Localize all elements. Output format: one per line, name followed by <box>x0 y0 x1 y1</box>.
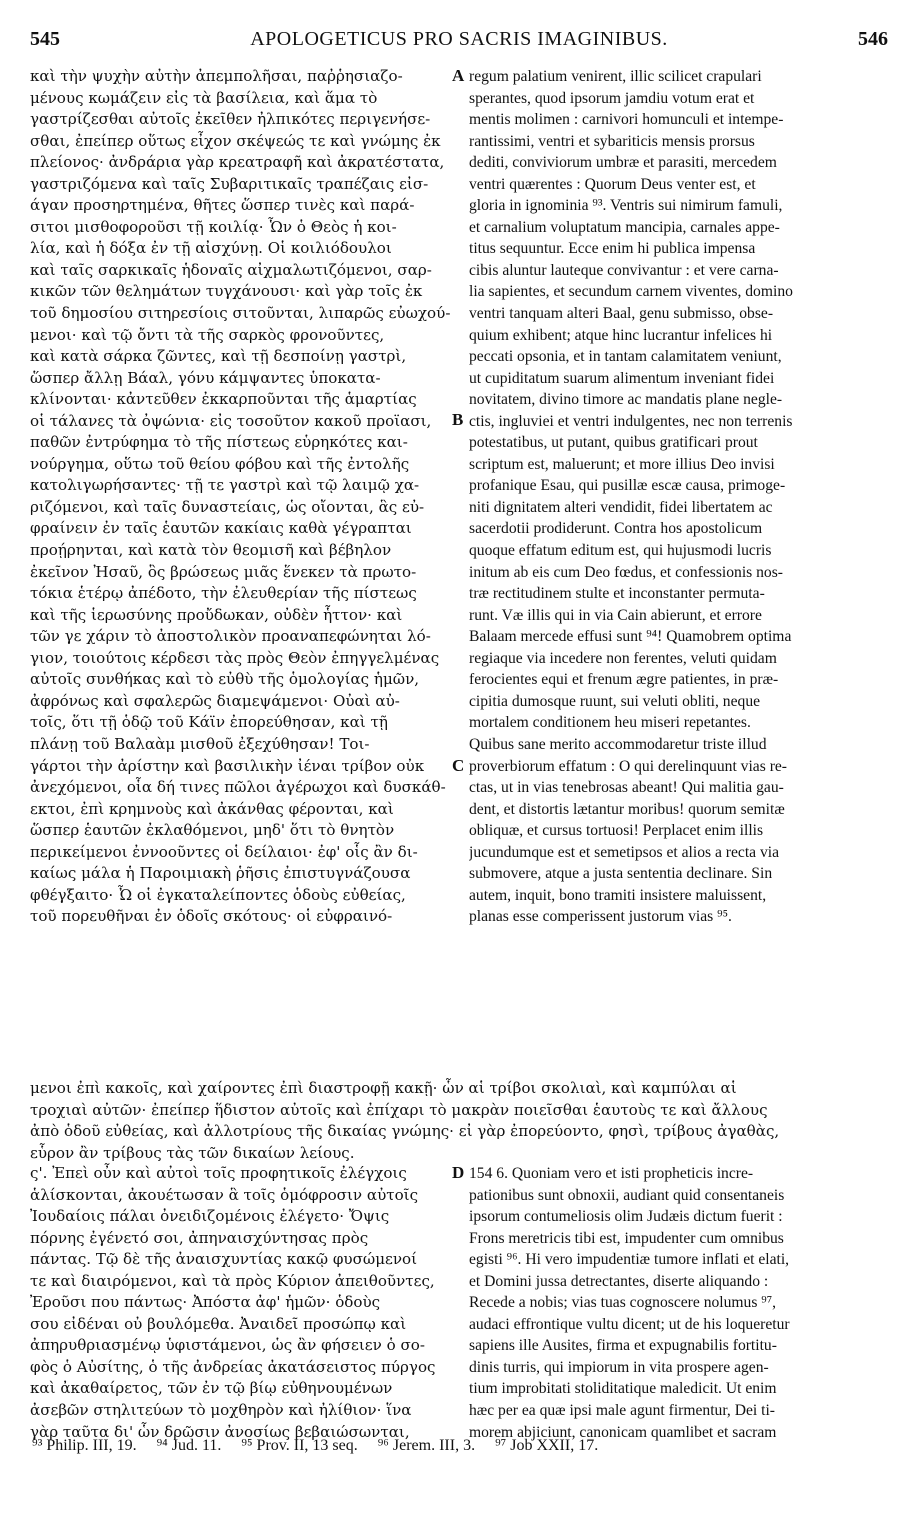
greek-text-line: πόρνης ἐγένετό σοι, ἀπηναισχύντησας πρὸς <box>30 1228 369 1247</box>
greek-text-line: τε καὶ διαιρόμενοι, καὶ τὰ πρὸς Κύριον ἀπειθοῦντες, <box>30 1271 435 1290</box>
latin-text-line: mentis molimen : carnivori homunculi et intempe- <box>469 111 784 129</box>
greek-text-line: ἀνεχόμενοι, οἷα δή τινες πῶλοι ἀγέρωχοι καὶ δυσκάθ- <box>30 778 446 797</box>
latin-text-line: ctis, ingluviei et ventri indulgentes, nec non terrenis <box>469 412 793 430</box>
latin-text-line: niti dignitatem alteri vendidit, fidei libertatem ac <box>469 498 773 516</box>
greek-column-top <box>30 66 454 928</box>
latin-text-line: scriptum est, maluerunt; et more illius Deo invisi <box>469 455 775 473</box>
greek-text-line: λία, καὶ ἡ δόξα ἐν τῇ αἰσχύνῃ. Οἱ κοιλιόδουλοι <box>30 239 392 258</box>
greek-text-line: εὗρον ἂν τρίβους τὰς τῶν δικαίων λείους. <box>30 1143 355 1162</box>
footnote: ⁹⁵ Prov. II, 13 seq. <box>241 1437 358 1454</box>
greek-text-line: κατολιγωρήσαντες· τῇ τε γαστρὶ καὶ τῷ λαιμῷ χα- <box>30 476 420 495</box>
latin-text-line: dinis turris, qui impiorum in vita prospere agen- <box>469 1358 769 1376</box>
latin-text-line: Recede a nobis; vias tuas cognoscere nolumus ⁹⁷, <box>469 1294 777 1312</box>
latin-text-line: egisti ⁹⁶. Hi vero impudentiæ tumore inflati et elati, <box>469 1251 790 1269</box>
latin-text-line: Frons meretricis tibi est, impudenter cum omnibus <box>469 1229 784 1247</box>
margin-marker-d: D <box>452 1163 465 1182</box>
latin-text-line: submovere, atque a justa sententia declinare. Sin <box>469 865 773 883</box>
greek-text-line: ὥσπερ ἄλλῃ Βάαλ, γόνυ κάμψαντες ὑποκατα- <box>30 368 381 387</box>
latin-text-line: Balaam mercede effusi sunt ⁹⁴! Quamobrem optima <box>469 628 792 646</box>
latin-text-line: pationibus sunt obnoxii, audiant quid consentaneis <box>469 1186 785 1204</box>
latin-text-line: 154 6. Quoniam vero et isti propheticis incre- <box>469 1165 754 1182</box>
latin-text-line: ipsorum contumeliosis olim Judæis dictum fuerit : <box>469 1208 783 1226</box>
latin-text-line: titus sequuntur. Ecce enim hi publica impensa <box>469 240 756 258</box>
greek-text-line: ς'. Ἐπεὶ οὖν καὶ αὐτοὶ τοῖς προφητικοῖς ἐλέγχοις <box>30 1164 407 1182</box>
latin-text-line: lia sapientes, et secundum carnem viventes, domino <box>469 283 793 301</box>
latin-text-line: obliquæ, et cursus tortuosi! Perplacet enim illis <box>469 822 764 840</box>
footnotes <box>32 1437 882 1455</box>
greek-text-line: φθέγξαιτο· Ὦ οἱ ἐγκαταλείποντες ὁδοὺς εὐθείας, <box>30 885 406 904</box>
greek-text-line: τῶν γε χάριν τὸ ἀποστολικὸν προαναπεφώνηται λό- <box>30 627 431 646</box>
greek-text-line: ἐκεῖνον Ἠσαῦ, ὃς βρώσεως μιᾶς ἕνεκεν τὰ πρωτο- <box>30 562 417 581</box>
latin-text-line: dent, et distortis lætantur moribus! quorum semitæ <box>469 800 785 818</box>
latin-text-line: Quibus sane merito accommodaretur triste illud <box>469 735 767 753</box>
latin-text-line: et Domini jussa detrectantes, diserte aliquando : <box>469 1272 769 1290</box>
greek-text-line: άγαν προσηρτημένα, θῆτες ὥσπερ τινὲς καὶ παρά- <box>30 196 415 215</box>
greek-text-line: πάντας. Τῷ δὲ τῆς ἀναισχυντίας κακῷ φυσώμενοί <box>30 1250 418 1269</box>
running-title: APOLOGETICUS PRO SACRIS IMAGINIBUS. <box>250 28 668 50</box>
greek-text-line: πλείονος· ἀνδράρια γὰρ κρεατραφῆ καὶ ἀκρατέστατα, <box>30 153 445 172</box>
latin-text-line: hæc per ea quæ ipsi male agunt firmentur, Dei ti- <box>469 1402 775 1420</box>
page-number-right: 546 <box>858 28 888 50</box>
latin-text-line: cibis aluntur lauteque convivantur : et vere carna- <box>469 261 779 279</box>
latin-text-line: quoque effatum editum est, qui hujusmodi lucris <box>469 542 772 560</box>
latin-text-line: profanique Esau, qui pusillæ escæ causa, primoge- <box>469 477 786 495</box>
greek-text-line: περικείμενοι ἐννοοῦντες οἱ δείλαιοι· ἐφ' οἷς ἂν δι- <box>30 842 418 861</box>
greek-text-line: γαστριζόμενα καὶ ταῖς Συβαριτικαῖς τραπέζαις εἰσ- <box>30 174 429 193</box>
greek-text-line: νούργημα, οὕτω τοῦ θείου φόβου καὶ τῆς ἐντολῆς <box>30 454 410 473</box>
greek-text-line: μενοι· καὶ τῷ ὄντι τὰ τῆς σαρκὸς φρονοῦντες, <box>30 325 385 344</box>
greek-text-line: γαστρίζεσθαι αὐτοῖς ἐκεῖθεν ἠλπικότες περιγενήσε- <box>30 110 431 129</box>
latin-text-line: sapiens ille Ausites, firma et expugnabilis fortitu- <box>469 1337 777 1355</box>
greek-text-line: γὰρ ταῦτα δι' ὧν δρῶσιν ἀνοσίως βεβαιώσωνται, <box>30 1422 410 1441</box>
greek-text-line: ἀσεβῶν στηλιτεύων τὸ μοχθηρὸν καὶ ἠλίθιον· ἵνα <box>30 1401 412 1420</box>
latin-text-line: ut cupiditatum suarum alimentum inveniant fidei <box>469 369 775 387</box>
page-number-left: 545 <box>30 28 60 50</box>
greek-text-line: ὥσπερ ἑαυτῶν ἐκλαθόμενοι, μηδ' ὅτι τὸ θνητὸν <box>30 821 395 840</box>
latin-text-line: autem, inquit, bono tramiti insistere maluissent, <box>469 886 767 904</box>
latin-text-line: potestatibus, ut putant, quibus gratificari prout <box>469 434 758 452</box>
latin-text-line: regiaque via incedere non ferentes, veluti quidam <box>469 649 777 667</box>
greek-column-bottom <box>30 1163 454 1443</box>
greek-text-line: οἱ τάλανες τὰ ὀψώνια· εἰς τοσοῦτον κακοῦ προϊασι, <box>30 411 432 430</box>
footnote: ⁹⁴ Jud. 11. <box>156 1437 222 1454</box>
greek-text-line: καὶ ἀκαθαίρετος, τῶν ἐν τῷ βίῳ εὐθηνουμένων <box>30 1379 393 1398</box>
latin-text-line: ventri tanquam alteri Baal, genu submisso, obse- <box>469 305 774 323</box>
latin-text-line: ventri quærentes : Quorum Deus venter est, et <box>469 175 756 193</box>
latin-text-line: tium improbitati stoliditatique maledicit. Ut enim <box>469 1380 777 1398</box>
margin-marker-b: B <box>452 410 464 429</box>
greek-text-line: Ἐροῦσι που πάντως· Ἀπόστα ἀφ' ἡμῶν· ὁδοὺς <box>30 1293 381 1312</box>
greek-text-line: καὶ κατὰ σάρκα ζῶντες, καὶ τῇ δεσποίνῃ γαστρὶ, <box>30 347 407 366</box>
greek-full-width-block <box>30 1078 880 1164</box>
greek-text-line: ἀφρόνως καὶ σφαλερῶς διαμεψάμενοι· Οὐαὶ αὐ- <box>30 691 400 710</box>
greek-text-line: ἀπηρυθριασμένῳ ὑφιστάμενοι, ὡς ἂν φήσειεν ὁ σο- <box>30 1336 425 1355</box>
latin-text-line: regum palatium venirent, illic scilicet crapulari <box>469 68 762 85</box>
greek-text-line: κλίνονται· κἀντεῦθεν ἐκκαρποῦνται τῆς ἁμαρτίας <box>30 390 417 409</box>
latin-column-bottom <box>469 1163 879 1443</box>
latin-text-line: audaci effrontique vultu dicent; ut de his loqueretur <box>469 1315 790 1333</box>
greek-text-line: Ἰουδαίοις πάλαι ὀνειδιζομένοις ἐλέγετο· Ὄψις <box>30 1207 390 1226</box>
greek-text-line: τόκια ἑτέρῳ ἀπέδοτο, τὴν ἐλευθερίαν τῆς πίστεως <box>30 584 417 603</box>
greek-text-line: τοῦ δημοσίου σιτηρεσίοις σιτοῦνται, λιπαρῶς εὐωχού- <box>30 304 451 323</box>
latin-column-top <box>469 66 879 928</box>
greek-text-line: ἀπὸ ὁδοῦ εὐθείας, καὶ ἀλλοτρίους τῆς δικαίας γνώμης· εἰ γὰρ ἐπορεύοντο, φησὶ, τρίβους ἀγαθὰς, <box>30 1122 780 1140</box>
greek-text-line: τοῖς, ὅτι τῇ ὁδῷ τοῦ Κάϊν ἐπορεύθησαν, καὶ τῇ <box>30 713 388 732</box>
latin-text-line: sacerdotii prodiderunt. Contra hos apostolicum <box>469 520 763 538</box>
latin-text-line: planas esse comperissent justorum vias ⁹⁵. <box>469 908 732 926</box>
greek-text-line: μενοι ἐπὶ κακοῖς, καὶ χαίροντες ἐπὶ διαστροφῇ κακῇ· ὧν αἱ τρίβοι σκολιαὶ, καὶ καμπύλαι αἱ <box>30 1079 737 1097</box>
greek-text-line: καίως μάλα ἡ Παροιμιακὴ ῥῆσις ἐπιστυγνάζουσα <box>30 864 411 883</box>
margin-marker-a: A <box>452 66 465 85</box>
margin-marker-c: C <box>452 756 465 775</box>
greek-text-line: κικῶν τῶν θελημάτων τυγχάνουσι· καὶ γὰρ τοῖς ἐκ <box>30 282 423 301</box>
greek-text-line: ριζόμενοι, καὶ ταῖς δυναστείαις, ὡς οἴονται, ἃς εὐ- <box>30 497 425 516</box>
greek-text-line: σθαι, ἐπείπερ οὕτως εἶχον σκέψεώς τε καὶ γνώμης ἐκ <box>30 131 441 150</box>
greek-text-line: μένους κωμάζειν εἰς τὰ βασίλεια, καὶ ἅμα τὸ <box>30 88 378 107</box>
latin-text-line: et carnalium voluptatum mancipia, carnales appe- <box>469 218 780 236</box>
greek-text-line: σου εἰδέναι οὐ βουλόμεθα. Ἀναιδεῖ προσώπῳ καὶ <box>30 1314 407 1333</box>
greek-text-line: τροχιαὶ αὐτῶν· ἐπείπερ ἥδιστον αὐτοῖς καὶ ἐπίχαρι τὸ μακρὰν ποιεῖσθαι ἑαυτοὺς τε καὶ ἄλλους <box>30 1100 768 1119</box>
greek-text-line: ἁλίσκονται, ἀκουέτωσαν ἃ τοῖς ὁμόφροσιν αὐτοῖς <box>30 1185 419 1204</box>
footnote: ⁹³ Philip. III, 19. <box>32 1437 137 1454</box>
greek-text-line: καὶ τῆς ἱερωσύνης προὔδωκαν, οὐδὲν ἧττον· καὶ <box>30 605 403 624</box>
greek-text-line: αὐτοῖς συνθήκας καὶ τὸ εὐθὺ τῆς ὁμολογίας ἡμῶν, <box>30 670 420 689</box>
latin-text-line: initum ab eis cum Deo fœdus, et confessionis nos- <box>469 563 783 581</box>
latin-text-line: sperantes, quod ipsorum jamdiu votum erat et <box>469 89 755 107</box>
latin-text-line: dediti, conviviorum umbræ et parasiti, mercedem <box>469 154 777 172</box>
latin-text-line: cipitia dumosque ruunt, sui veluti obliti, neque <box>469 692 761 710</box>
latin-text-line: ferocientes equi et frenum ægre patientes, in præ- <box>469 671 779 689</box>
greek-text-line: γιον, τοιούτοις κέρδεσι τὰς πρὸς Θεὸν ἐπηγγελμένας <box>30 648 440 667</box>
footnote: ⁹⁷ Job XXII, 17. <box>495 1437 599 1454</box>
latin-text-line: ctas, ut in vias tenebrosas abeant! Qui malitia gau- <box>469 779 784 797</box>
latin-text-line: jucundumque est et semetipsos et alios a recta via <box>469 843 780 861</box>
latin-text-line: proverbiorum effatum : O qui derelinquunt vias re- <box>469 757 787 775</box>
greek-text-line: φραίνειν ἐν ταῖς ἑαυτῶν κακίαις καθὰ γέγραπται <box>30 519 412 538</box>
greek-text-line: προῄρηνται, καὶ κατὰ τὸν θεομισῆ καὶ βέβηλον <box>30 541 392 560</box>
footnote: ⁹⁶ Jerem. III, 3. <box>377 1437 476 1454</box>
latin-text-line: runt. Væ illis qui in via Cain abierunt, et errore <box>469 606 762 624</box>
running-header <box>30 28 888 56</box>
greek-text-line: εκτοι, ἐπὶ κρημνοὺς καὶ ἀκάνθας φέρονται, καὶ <box>30 799 394 818</box>
latin-text-line: novitatem, divino timore ac mandatis plane negle- <box>469 391 783 409</box>
latin-text-line: morem abjiciunt, canonicam quamlibet et sacram <box>469 1423 777 1441</box>
latin-text-line: gloria in ignominia ⁹³. Ventris sui nimirum famuli, <box>469 197 783 215</box>
latin-text-line: rantissimi, ventri et sybariticis mensis prorsus <box>469 132 755 150</box>
greek-text-line: γάρτοι τὴν ἀρίστην καὶ βασιλικὴν ἰέναι τρίβον οὐκ <box>30 756 425 775</box>
greek-text-line: καὶ τὴν ψυχὴν αὐτὴν ἀπεμπολῆσαι, παῤῥησιαζο- <box>30 67 403 85</box>
latin-text-line: quium exhibent; atque hinc lucrantur infelices hi <box>469 326 773 344</box>
greek-text-line: παθῶν ἐντρύφημα τὸ τῆς πίστεως εὑρηκότες και- <box>30 433 408 452</box>
latin-text-line: mortalem conditionem heu miseri repetantes. <box>469 714 751 732</box>
greek-text-line: σιτοι μισθοφοροῦσι τῇ κοιλίᾳ· Ὧν ὁ Θεὸς ἡ κοι- <box>30 217 397 236</box>
latin-text-line: peccati opsonia, et in tantam calamitatem veniunt, <box>469 348 782 366</box>
greek-text-line: καὶ ταῖς σαρκικαῖς ἡδοναῖς αἰχμαλωτιζόμενοι, σαρ- <box>30 260 432 279</box>
latin-text-line: træ rectitudinem stulte et inconstanter permuta- <box>469 585 765 603</box>
greek-text-line: πλάνῃ τοῦ Βαλαὰμ μισθοῦ ἐξεχύθησαν! Τοι- <box>30 734 370 753</box>
greek-text-line: τοῦ πορευθῆναι ἐν ὁδοῖς σκότους· οἱ εὐφραινό- <box>30 907 393 926</box>
greek-text-line: φὸς ὁ Αὐσίτης, ὁ τῆς ἀνδρείας ἀκατάσειστος πύργος <box>30 1357 436 1376</box>
